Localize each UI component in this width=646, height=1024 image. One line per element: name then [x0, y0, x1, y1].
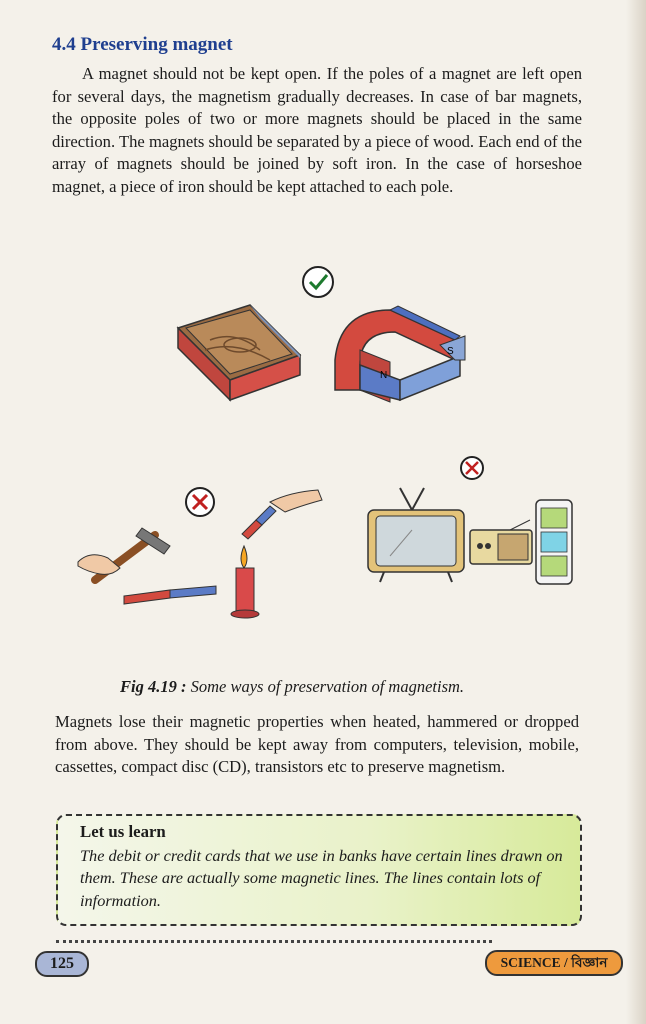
horseshoe-magnet-illustration — [335, 306, 465, 402]
cross-icon-right — [461, 457, 483, 479]
figure-illustration — [60, 250, 600, 650]
figure-caption-label: Fig 4.19 : — [120, 677, 187, 696]
footer-divider — [56, 940, 492, 943]
dropped-magnet-illustration — [124, 586, 216, 604]
figure-caption — [120, 677, 464, 697]
let-us-learn-title: Let us learn — [80, 822, 166, 841]
intro-paragraph-text: A magnet should not be kept open. If the poles of a magnet are left open for several days, the magnetism gradually decreases. In case of bar magnets, the opposite poles of two or more magnets should be placed in the same direction. The magnets should be separated by a piece of wood. Each end of the array of magnets should be joined by soft iron. In the case of horseshoe magnet, a piece of iron should be kept attached to each pole. — [52, 64, 582, 196]
check-mark-icon — [303, 267, 333, 297]
cross-icon-left — [186, 488, 214, 516]
page-edge-shadow — [626, 0, 646, 1024]
let-us-learn-text: The debit or credit cards that we use in banks have certain lines drawn on them. These are actually some magnetic lines. The lines contain lots of information. — [80, 846, 563, 910]
hammer-hand-illustration — [78, 528, 170, 580]
pole-s-label: S — [447, 346, 454, 357]
second-paragraph: Magnets lose their magnetic properties when heated, hammered or dropped from above. They should be kept away from computers, television, mobile, cassettes, compact disc (CD), transistors etc to preserve magnetism. — [55, 712, 579, 777]
mobile-phone-illustration — [536, 500, 572, 584]
pole-n-label: N — [380, 370, 388, 381]
bar-magnet-box-illustration — [178, 305, 300, 400]
intro-paragraph — [52, 63, 582, 199]
section-title: 4.4 Preserving magnet — [52, 34, 233, 55]
television-illustration — [368, 488, 464, 582]
figure-caption-text: Some ways of preservation of magnetism. — [190, 677, 465, 696]
let-us-learn-box — [56, 814, 582, 926]
page-number: 125 — [35, 951, 89, 977]
book-label-badge: SCIENCE / বিজ্ঞান — [485, 950, 623, 976]
heated-magnet-illustration — [231, 490, 322, 618]
radio-illustration — [470, 520, 532, 564]
